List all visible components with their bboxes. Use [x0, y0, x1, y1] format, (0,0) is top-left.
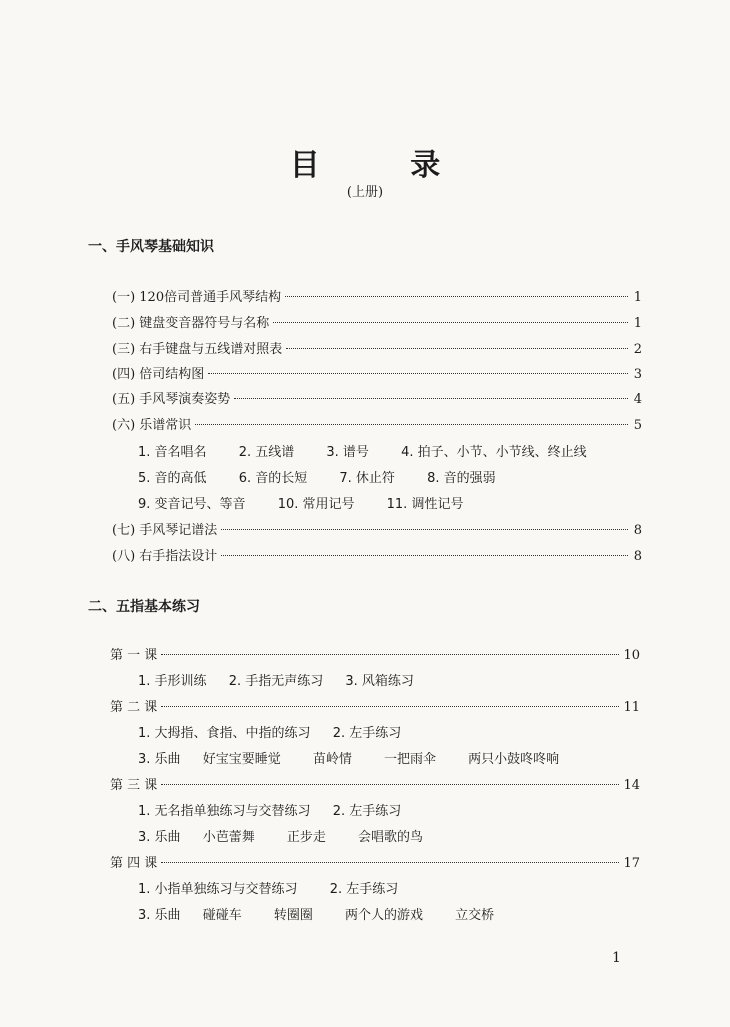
lesson-topic: 2. 左手练习: [329, 882, 399, 897]
music-topic: 9. 变音记号、等音: [138, 497, 246, 512]
lesson-label: 第 四 课: [110, 856, 158, 871]
piece-title: 转圈圈: [273, 908, 313, 923]
leader-dots: [208, 373, 628, 374]
piece-title: 会唱歌的鸟: [358, 830, 424, 845]
music-topics-line: [138, 493, 481, 512]
lesson-topics-line: [138, 878, 416, 897]
lesson-label: 第 二 课: [110, 700, 158, 715]
page-title: 目 录: [289, 148, 481, 183]
lesson-topic: 3. 乐曲: [138, 830, 181, 845]
leader-dots: [285, 296, 628, 297]
entry-page: 4: [633, 392, 642, 407]
piece-title: 立交桥: [455, 908, 495, 923]
leader-dots: [195, 424, 628, 425]
entry-page: 8: [633, 549, 642, 564]
leader-dots: [161, 862, 619, 863]
music-topic: 5. 音的高低: [138, 471, 207, 486]
music-topic: 2. 五线谱: [238, 445, 295, 460]
piece-title: 两个人的游戏: [345, 908, 424, 923]
toc-entry[interactable]: [112, 363, 642, 381]
music-topics-line: [138, 467, 514, 486]
toc-entry[interactable]: [112, 388, 642, 406]
piece-title: 一把雨伞: [384, 752, 437, 767]
entry-page: 3: [633, 367, 642, 382]
entry-label: (四) 倍司结构图: [112, 367, 205, 382]
leader-dots: [234, 398, 628, 399]
music-topic: 4. 拍子、小节、小节线、终止线: [401, 445, 587, 460]
toc-entry[interactable]: [112, 414, 642, 432]
lesson-pieces-line: [138, 904, 512, 923]
music-topics-line: [138, 441, 605, 460]
lesson-label: 第 一 课: [110, 648, 158, 663]
lesson-topic: 2. 左手练习: [332, 726, 402, 741]
lesson-pieces-line: [138, 748, 577, 767]
leader-dots: [221, 555, 628, 556]
toc-lesson-entry[interactable]: [110, 774, 640, 792]
piece-title: 两只小鼓咚咚响: [468, 752, 560, 767]
entry-page: 8: [633, 523, 642, 538]
lesson-topics-line: [138, 722, 419, 741]
toc-entry[interactable]: [112, 519, 642, 537]
music-topic: 7. 休止符: [339, 471, 395, 486]
piece-title: 小芭蕾舞: [202, 830, 255, 845]
page-subtitle: (上册): [346, 185, 384, 200]
lesson-page: 11: [623, 700, 640, 715]
page-number: 1: [612, 950, 621, 966]
lesson-topic: 1. 手形训练: [138, 674, 207, 689]
entry-label: (二) 键盘变音器符号与名称: [112, 316, 270, 331]
toc-entry[interactable]: [112, 312, 642, 330]
entry-label: (三) 右手键盘与五线谱对照表: [112, 342, 283, 357]
toc-entry[interactable]: [112, 545, 642, 563]
entry-label: (六) 乐谱常识: [112, 418, 192, 433]
section-heading-five-finger: 二、五指基本练习: [88, 599, 200, 615]
lesson-topics-line: [138, 670, 432, 689]
music-topic: 3. 谱号: [326, 445, 369, 460]
entry-page: 5: [633, 418, 642, 433]
lesson-topic: 1. 小指单独练习与交替练习: [138, 882, 298, 897]
entry-label: (五) 手风琴演奏姿势: [112, 392, 231, 407]
entry-page: 2: [633, 342, 642, 357]
lesson-topic: 1. 无名指单独练习与交替练习: [138, 804, 311, 819]
leader-dots: [161, 784, 619, 785]
piece-title: 好宝宝要睡觉: [202, 752, 281, 767]
music-topic: 1. 音名唱名: [138, 445, 207, 460]
piece-title: 正步走: [286, 830, 326, 845]
entry-page: 1: [633, 316, 642, 331]
piece-title: 碰碰车: [202, 908, 242, 923]
toc-lesson-entry[interactable]: [110, 852, 640, 870]
entry-label: (一) 120倍司普通手风琴结构: [112, 290, 282, 305]
lesson-label: 第 三 课: [110, 778, 158, 793]
lesson-topic: 2. 手指无声练习: [228, 674, 324, 689]
entry-page: 1: [633, 290, 642, 305]
lesson-topic: 3. 乐曲: [138, 752, 181, 767]
leader-dots: [286, 348, 628, 349]
section-heading-basics: 一、手风琴基础知识: [88, 239, 214, 255]
leader-dots: [161, 706, 619, 707]
lesson-topic: 1. 大拇指、食指、中指的练习: [138, 726, 311, 741]
entry-label: (七) 手风琴记谱法: [112, 523, 218, 538]
music-topic: 11. 调性记号: [386, 497, 464, 512]
toc-entry[interactable]: [112, 286, 642, 304]
toc-entry[interactable]: [112, 338, 642, 356]
lesson-page: 14: [623, 778, 640, 793]
music-topic: 8. 音的强弱: [427, 471, 496, 486]
leader-dots: [273, 322, 628, 323]
toc-lesson-entry[interactable]: [110, 644, 640, 662]
music-topic: 10. 常用记号: [277, 497, 355, 512]
lesson-pieces-line: [138, 826, 441, 845]
lesson-page: 17: [623, 856, 640, 871]
entry-label: (八) 右手指法设计: [112, 549, 218, 564]
leader-dots: [161, 654, 619, 655]
lesson-topics-line: [138, 800, 419, 819]
music-topic: 6. 音的长短: [238, 471, 308, 486]
lesson-page: 10: [623, 648, 640, 663]
leader-dots: [221, 529, 628, 530]
piece-title: 苗岭情: [312, 752, 352, 767]
toc-lesson-entry[interactable]: [110, 696, 640, 714]
lesson-topic: 3. 乐曲: [138, 908, 181, 923]
lesson-topic: 3. 风箱练习: [345, 674, 414, 689]
lesson-topic: 2. 左手练习: [332, 804, 402, 819]
